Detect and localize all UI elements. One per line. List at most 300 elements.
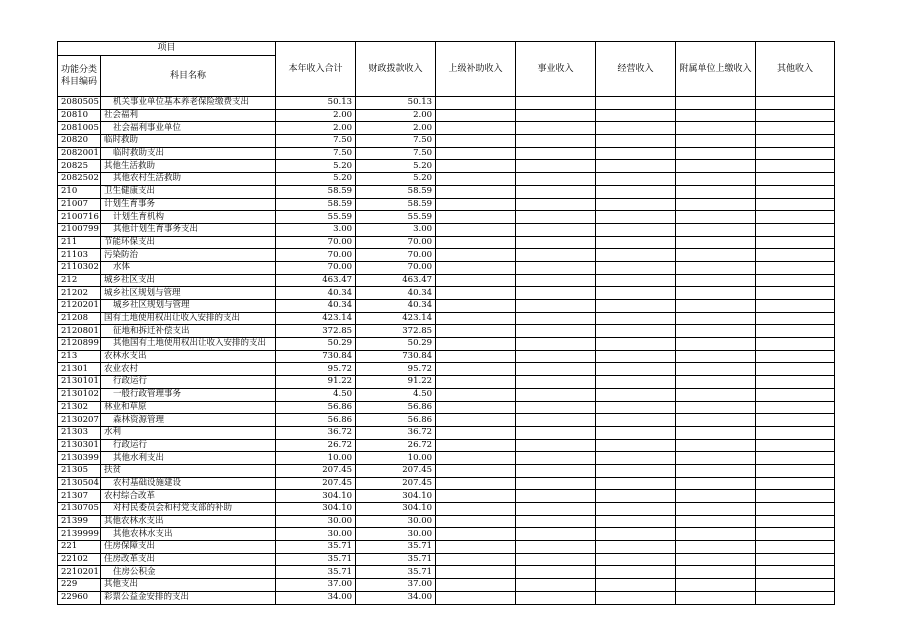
row-name: 一般行政管理事务 xyxy=(101,388,276,401)
row-affiliate xyxy=(676,490,756,503)
row-superior xyxy=(436,109,516,122)
row-fiscal: 58.59 xyxy=(356,198,436,211)
row-superior xyxy=(436,287,516,300)
row-fiscal: 58.59 xyxy=(356,185,436,198)
row-name: 其他支出 xyxy=(101,579,276,592)
row-business xyxy=(516,477,596,490)
row-other xyxy=(756,490,835,503)
table-row xyxy=(58,249,835,262)
row-code: 21307 xyxy=(58,490,101,503)
row-other xyxy=(756,109,835,122)
row-code: 21301 xyxy=(58,363,101,376)
row-operating xyxy=(596,135,676,148)
row-total: 95.72 xyxy=(276,363,356,376)
row-code: 2139999 xyxy=(58,528,101,541)
row-superior xyxy=(436,211,516,224)
row-business xyxy=(516,464,596,477)
row-superior xyxy=(436,338,516,351)
table-row xyxy=(58,452,835,465)
row-name: 计划生育机构 xyxy=(101,211,276,224)
row-total: 7.50 xyxy=(276,147,356,160)
row-affiliate xyxy=(676,185,756,198)
row-other xyxy=(756,464,835,477)
row-affiliate xyxy=(676,147,756,160)
row-total: 40.34 xyxy=(276,300,356,313)
row-other xyxy=(756,325,835,338)
row-code: 22960 xyxy=(58,591,101,604)
row-name: 临时救助支出 xyxy=(101,147,276,160)
row-affiliate xyxy=(676,464,756,477)
row-operating xyxy=(596,426,676,439)
row-code: 2110302 xyxy=(58,261,101,274)
row-operating xyxy=(596,515,676,528)
row-other xyxy=(756,414,835,427)
row-name: 城乡社区规划与管理 xyxy=(101,300,276,313)
row-total: 30.00 xyxy=(276,515,356,528)
row-operating xyxy=(596,122,676,135)
row-superior xyxy=(436,515,516,528)
row-total: 423.14 xyxy=(276,312,356,325)
row-code: 2130102 xyxy=(58,388,101,401)
row-fiscal: 5.20 xyxy=(356,173,436,186)
row-superior xyxy=(436,566,516,579)
row-business xyxy=(516,528,596,541)
row-code: 21007 xyxy=(58,198,101,211)
row-name: 其他农林水支出 xyxy=(101,515,276,528)
row-total: 50.13 xyxy=(276,97,356,110)
row-name: 其他农林水支出 xyxy=(101,528,276,541)
row-fiscal: 207.45 xyxy=(356,464,436,477)
row-other xyxy=(756,97,835,110)
row-affiliate xyxy=(676,452,756,465)
row-affiliate xyxy=(676,553,756,566)
table-row xyxy=(58,414,835,427)
row-superior xyxy=(436,350,516,363)
row-fiscal: 304.10 xyxy=(356,503,436,516)
row-total: 50.29 xyxy=(276,338,356,351)
row-operating xyxy=(596,591,676,604)
row-name: 征地和拆迁补偿支出 xyxy=(101,325,276,338)
row-name: 农村基础设施建设 xyxy=(101,477,276,490)
row-other xyxy=(756,223,835,236)
row-affiliate xyxy=(676,338,756,351)
table-row xyxy=(58,109,835,122)
row-fiscal: 70.00 xyxy=(356,261,436,274)
row-code: 2100716 xyxy=(58,211,101,224)
row-business xyxy=(516,223,596,236)
row-other xyxy=(756,439,835,452)
row-other xyxy=(756,579,835,592)
row-name: 社会福利事业单位 xyxy=(101,122,276,135)
row-total: 30.00 xyxy=(276,528,356,541)
row-fiscal: 50.13 xyxy=(356,97,436,110)
row-business xyxy=(516,109,596,122)
row-operating xyxy=(596,477,676,490)
row-other xyxy=(756,122,835,135)
row-fiscal: 37.00 xyxy=(356,579,436,592)
row-superior xyxy=(436,147,516,160)
row-superior xyxy=(436,579,516,592)
row-superior xyxy=(436,173,516,186)
header-project: 项目 xyxy=(58,42,276,56)
row-business xyxy=(516,236,596,249)
row-other xyxy=(756,261,835,274)
row-total: 304.10 xyxy=(276,503,356,516)
table-row xyxy=(58,97,835,110)
row-business xyxy=(516,414,596,427)
table-row xyxy=(58,464,835,477)
row-total: 58.59 xyxy=(276,198,356,211)
row-affiliate xyxy=(676,426,756,439)
row-name: 城乡社区支出 xyxy=(101,274,276,287)
row-other xyxy=(756,401,835,414)
row-total: 730.84 xyxy=(276,350,356,363)
row-affiliate xyxy=(676,591,756,604)
row-total: 35.71 xyxy=(276,541,356,554)
table-body xyxy=(58,97,835,605)
row-business xyxy=(516,401,596,414)
row-name: 节能环保支出 xyxy=(101,236,276,249)
table-row xyxy=(58,579,835,592)
row-fiscal: 56.86 xyxy=(356,414,436,427)
row-code: 212 xyxy=(58,274,101,287)
row-operating xyxy=(596,566,676,579)
row-fiscal: 372.85 xyxy=(356,325,436,338)
row-business xyxy=(516,338,596,351)
row-total: 36.72 xyxy=(276,426,356,439)
row-fiscal: 40.34 xyxy=(356,287,436,300)
row-total: 3.00 xyxy=(276,223,356,236)
row-name: 行政运行 xyxy=(101,376,276,389)
budget-table xyxy=(57,41,835,605)
row-other xyxy=(756,147,835,160)
row-total: 304.10 xyxy=(276,490,356,503)
row-other xyxy=(756,249,835,262)
row-fiscal: 2.00 xyxy=(356,109,436,122)
table-row xyxy=(58,515,835,528)
row-business xyxy=(516,515,596,528)
row-code: 2130301 xyxy=(58,439,101,452)
row-name: 农业农村 xyxy=(101,363,276,376)
row-name: 农林水支出 xyxy=(101,350,276,363)
row-other xyxy=(756,388,835,401)
row-name: 其他水利支出 xyxy=(101,452,276,465)
row-code: 2130504 xyxy=(58,477,101,490)
row-business xyxy=(516,261,596,274)
row-business xyxy=(516,325,596,338)
row-business xyxy=(516,503,596,516)
row-business xyxy=(516,160,596,173)
row-affiliate xyxy=(676,135,756,148)
row-affiliate xyxy=(676,401,756,414)
row-code: 21399 xyxy=(58,515,101,528)
row-operating xyxy=(596,287,676,300)
row-superior xyxy=(436,363,516,376)
row-business xyxy=(516,541,596,554)
row-code: 210 xyxy=(58,185,101,198)
row-superior xyxy=(436,185,516,198)
table-row xyxy=(58,312,835,325)
row-business xyxy=(516,591,596,604)
row-other xyxy=(756,287,835,300)
row-total: 56.86 xyxy=(276,401,356,414)
row-operating xyxy=(596,338,676,351)
row-business xyxy=(516,376,596,389)
row-operating xyxy=(596,160,676,173)
row-total: 56.86 xyxy=(276,414,356,427)
row-code: 2130399 xyxy=(58,452,101,465)
row-superior xyxy=(436,223,516,236)
table-row xyxy=(58,185,835,198)
row-affiliate xyxy=(676,541,756,554)
row-total: 26.72 xyxy=(276,439,356,452)
row-operating xyxy=(596,452,676,465)
row-operating xyxy=(596,97,676,110)
row-name: 水利 xyxy=(101,426,276,439)
row-affiliate xyxy=(676,198,756,211)
row-fiscal: 207.45 xyxy=(356,477,436,490)
row-fiscal: 35.71 xyxy=(356,566,436,579)
row-other xyxy=(756,300,835,313)
row-other xyxy=(756,135,835,148)
row-business xyxy=(516,312,596,325)
row-fiscal: 50.29 xyxy=(356,338,436,351)
row-name: 森林资源管理 xyxy=(101,414,276,427)
row-operating xyxy=(596,376,676,389)
row-other xyxy=(756,185,835,198)
row-operating xyxy=(596,223,676,236)
row-superior xyxy=(436,325,516,338)
header-col-affiliate: 附属单位上缴收入 xyxy=(676,42,756,97)
row-superior xyxy=(436,300,516,313)
row-business xyxy=(516,211,596,224)
row-fiscal: 730.84 xyxy=(356,350,436,363)
row-name: 临时救助 xyxy=(101,135,276,148)
row-code: 2082001 xyxy=(58,147,101,160)
row-operating xyxy=(596,109,676,122)
row-superior xyxy=(436,591,516,604)
table-row xyxy=(58,147,835,160)
row-total: 372.85 xyxy=(276,325,356,338)
row-other xyxy=(756,553,835,566)
row-code: 20810 xyxy=(58,109,101,122)
row-total: 34.00 xyxy=(276,591,356,604)
row-superior xyxy=(436,553,516,566)
row-superior xyxy=(436,261,516,274)
table-row xyxy=(58,490,835,503)
row-code: 2120801 xyxy=(58,325,101,338)
row-fiscal: 2.00 xyxy=(356,122,436,135)
row-affiliate xyxy=(676,109,756,122)
row-name: 对村民委员会和村党支部的补助 xyxy=(101,503,276,516)
row-fiscal: 30.00 xyxy=(356,515,436,528)
row-affiliate xyxy=(676,477,756,490)
table-row xyxy=(58,325,835,338)
row-code: 2130101 xyxy=(58,376,101,389)
row-total: 10.00 xyxy=(276,452,356,465)
row-fiscal: 35.71 xyxy=(356,553,436,566)
table-row xyxy=(58,528,835,541)
row-business xyxy=(516,198,596,211)
row-fiscal: 70.00 xyxy=(356,236,436,249)
row-name: 住房改革支出 xyxy=(101,553,276,566)
row-business xyxy=(516,173,596,186)
row-code: 2210201 xyxy=(58,566,101,579)
row-operating xyxy=(596,312,676,325)
row-operating xyxy=(596,490,676,503)
row-fiscal: 34.00 xyxy=(356,591,436,604)
row-affiliate xyxy=(676,249,756,262)
row-business xyxy=(516,122,596,135)
row-affiliate xyxy=(676,515,756,528)
row-business xyxy=(516,439,596,452)
row-superior xyxy=(436,426,516,439)
table-row xyxy=(58,274,835,287)
row-affiliate xyxy=(676,439,756,452)
row-total: 463.47 xyxy=(276,274,356,287)
table-row xyxy=(58,566,835,579)
row-fiscal: 36.72 xyxy=(356,426,436,439)
row-business xyxy=(516,363,596,376)
row-total: 5.20 xyxy=(276,173,356,186)
row-name: 扶贫 xyxy=(101,464,276,477)
row-other xyxy=(756,274,835,287)
row-code: 2082502 xyxy=(58,173,101,186)
row-name: 水体 xyxy=(101,261,276,274)
row-affiliate xyxy=(676,414,756,427)
row-operating xyxy=(596,401,676,414)
row-affiliate xyxy=(676,97,756,110)
row-code: 2081005 xyxy=(58,122,101,135)
row-fiscal: 7.50 xyxy=(356,147,436,160)
row-affiliate xyxy=(676,325,756,338)
table-row xyxy=(58,376,835,389)
row-name: 林业和草原 xyxy=(101,401,276,414)
row-superior xyxy=(436,376,516,389)
row-business xyxy=(516,388,596,401)
row-affiliate xyxy=(676,300,756,313)
row-superior xyxy=(436,414,516,427)
row-business xyxy=(516,274,596,287)
row-operating xyxy=(596,185,676,198)
row-other xyxy=(756,515,835,528)
header-col-fiscal: 财政拨款收入 xyxy=(356,42,436,97)
row-fiscal: 10.00 xyxy=(356,452,436,465)
row-business xyxy=(516,300,596,313)
row-code: 21103 xyxy=(58,249,101,262)
table-row xyxy=(58,198,835,211)
row-operating xyxy=(596,363,676,376)
header-col-superior: 上级补助收入 xyxy=(436,42,516,97)
row-other xyxy=(756,312,835,325)
row-name: 社会福利 xyxy=(101,109,276,122)
row-business xyxy=(516,579,596,592)
row-code: 213 xyxy=(58,350,101,363)
row-superior xyxy=(436,160,516,173)
row-operating xyxy=(596,528,676,541)
row-other xyxy=(756,236,835,249)
row-name: 其他农村生活救助 xyxy=(101,173,276,186)
row-code: 21208 xyxy=(58,312,101,325)
row-superior xyxy=(436,274,516,287)
row-name: 彩票公益金安排的支出 xyxy=(101,591,276,604)
row-superior xyxy=(436,503,516,516)
row-affiliate xyxy=(676,528,756,541)
row-superior xyxy=(436,490,516,503)
row-name: 行政运行 xyxy=(101,439,276,452)
table-row xyxy=(58,160,835,173)
table-row xyxy=(58,223,835,236)
row-business xyxy=(516,566,596,579)
row-total: 70.00 xyxy=(276,236,356,249)
row-code: 20820 xyxy=(58,135,101,148)
table-row xyxy=(58,426,835,439)
table-row xyxy=(58,261,835,274)
row-operating xyxy=(596,388,676,401)
row-affiliate xyxy=(676,312,756,325)
row-affiliate xyxy=(676,350,756,363)
row-other xyxy=(756,426,835,439)
table-row xyxy=(58,211,835,224)
row-business xyxy=(516,350,596,363)
row-fiscal: 7.50 xyxy=(356,135,436,148)
table-row xyxy=(58,477,835,490)
row-code: 2080505 xyxy=(58,97,101,110)
row-affiliate xyxy=(676,236,756,249)
row-total: 70.00 xyxy=(276,249,356,262)
table-row xyxy=(58,591,835,604)
table-row xyxy=(58,401,835,414)
row-total: 37.00 xyxy=(276,579,356,592)
row-affiliate xyxy=(676,122,756,135)
row-affiliate xyxy=(676,274,756,287)
row-name: 其他计划生育事务支出 xyxy=(101,223,276,236)
row-other xyxy=(756,503,835,516)
row-fiscal: 26.72 xyxy=(356,439,436,452)
row-code: 211 xyxy=(58,236,101,249)
row-affiliate xyxy=(676,363,756,376)
row-code: 21303 xyxy=(58,426,101,439)
row-total: 35.71 xyxy=(276,553,356,566)
row-code: 2120899 xyxy=(58,338,101,351)
row-name: 农村综合改革 xyxy=(101,490,276,503)
row-fiscal: 95.72 xyxy=(356,363,436,376)
row-total: 40.34 xyxy=(276,287,356,300)
row-affiliate xyxy=(676,160,756,173)
row-operating xyxy=(596,439,676,452)
row-total: 35.71 xyxy=(276,566,356,579)
row-fiscal: 70.00 xyxy=(356,249,436,262)
row-other xyxy=(756,363,835,376)
header-col-total: 本年收入合计 xyxy=(276,42,356,97)
row-affiliate xyxy=(676,566,756,579)
table-row xyxy=(58,553,835,566)
row-business xyxy=(516,147,596,160)
row-name: 其他国有土地使用权出让收入安排的支出 xyxy=(101,338,276,351)
row-superior xyxy=(436,401,516,414)
row-code: 229 xyxy=(58,579,101,592)
header-col-business: 事业收入 xyxy=(516,42,596,97)
row-superior xyxy=(436,439,516,452)
row-name: 住房保障支出 xyxy=(101,541,276,554)
table-row xyxy=(58,122,835,135)
row-superior xyxy=(436,198,516,211)
row-code: 221 xyxy=(58,541,101,554)
row-code: 22102 xyxy=(58,553,101,566)
row-code: 2100799 xyxy=(58,223,101,236)
row-superior xyxy=(436,97,516,110)
row-affiliate xyxy=(676,173,756,186)
